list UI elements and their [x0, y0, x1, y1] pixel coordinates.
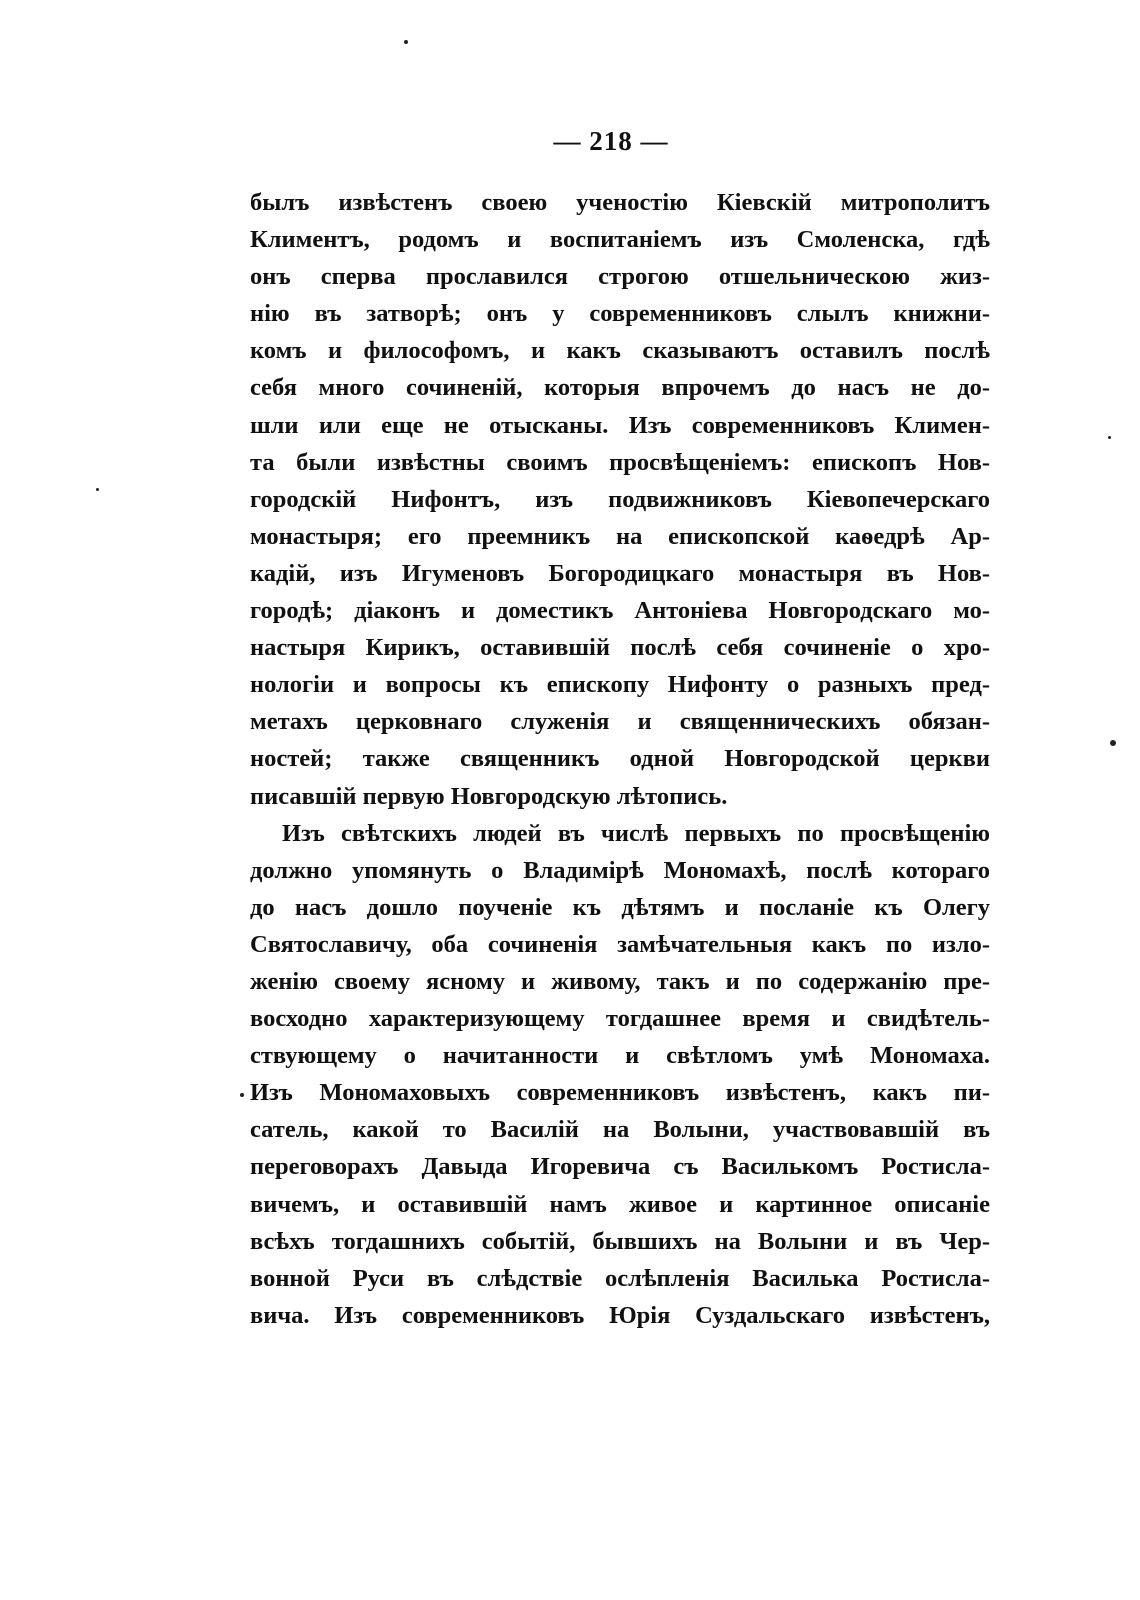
text-line: онъ сперва прославился строгою отшельническою жиз-: [250, 263, 990, 291]
text-line: Святославичу, оба сочиненія замѣчательныя какъ по изло-: [250, 930, 990, 958]
text-line: Изъ Мономаховыхъ современниковъ извѣстенъ, какъ пи-: [250, 1079, 990, 1107]
text-line: городѣ; діаконъ и доместикъ Антоніева Новгородскаго мо-: [250, 597, 990, 625]
text-line: нію въ затворѣ; онъ у современниковъ слылъ книжни-: [250, 300, 990, 328]
text-line: та были извѣстны своимъ просвѣщеніемъ: епископъ Нов-: [250, 448, 990, 476]
text-line: Изъ свѣтскихъ людей въ числѣ первыхъ по просвѣщенію: [282, 819, 990, 847]
text-line: всѣхъ тогдашнихъ событій, бывшихъ на Волыни и въ Чер-: [250, 1227, 990, 1255]
scan-speck: [404, 40, 408, 44]
text-line: себя много сочиненій, которыя впрочемъ до насъ не до-: [250, 374, 990, 402]
text-line: кадій, изъ Игуменовъ Богородицкаго монастыря въ Нов-: [250, 559, 990, 587]
text-line: Климентъ, родомъ и воспитаніемъ изъ Смоленска, гдѣ: [250, 226, 990, 254]
text-line: комъ и философомъ, и какъ сказываютъ оставилъ послѣ: [250, 337, 990, 365]
text-line: нологіи и вопросы къ епископу Нифонту о разныхъ пред-: [250, 671, 990, 699]
paragraph-1: [250, 184, 990, 815]
text-line: восходно характеризующему тогдашнее время и свидѣтель-: [250, 1005, 990, 1033]
page-number: — 218 —: [553, 126, 669, 156]
scan-speck: [1108, 436, 1111, 439]
text-line: шли или еще не отысканы. Изъ современниковъ Климен-: [250, 411, 990, 439]
text-line: должно упомянуть о Владимірѣ Мономахѣ, послѣ котораго: [250, 856, 990, 884]
text-line: до насъ дошло поученіе къ дѣтямъ и посланіе къ Олегу: [250, 893, 990, 921]
text-line: ностей; также священникъ одной Новгородской церкви: [250, 745, 990, 773]
text-line: былъ извѣстенъ своею ученостію Кіевскій митрополитъ: [250, 189, 990, 216]
scan-speck: [240, 1093, 244, 1097]
text-line: настыря Кирикъ, оставившій послѣ себя сочиненіе о хро-: [250, 634, 990, 662]
text-line: вонной Руси въ слѣдствіе ослѣпленія Василька Ростисла-: [250, 1264, 990, 1292]
text-line: городскій Нифонтъ, изъ подвижниковъ Кіевопечерскаго: [250, 485, 990, 513]
scan-speck: [1110, 740, 1116, 746]
text-line: вича. Изъ современниковъ Юрія Суздальскаго извѣстенъ,: [250, 1301, 990, 1329]
text-line: вичемъ, и оставившій намъ живое и картинное описаніе: [250, 1190, 990, 1218]
text-line: монастыря; его преемникъ на епископской каѳедрѣ Ар-: [250, 522, 990, 550]
body-text: [250, 184, 990, 1334]
text-line: сатель, какой то Василій на Волыни, участвовавшій въ: [250, 1116, 990, 1144]
paragraph-2: [250, 815, 990, 1334]
text-line: женію своему ясному и живому, такъ и по содержанію пре-: [250, 967, 990, 995]
text-line: ствующему о начитанности и свѣтломъ умѣ Мономаха.: [250, 1042, 990, 1070]
scan-speck: [96, 488, 99, 491]
text-line: писавшій первую Новгородскую лѣтопись.: [250, 782, 728, 810]
text-line: переговорахъ Давыда Игоревича съ Василькомъ Ростисла-: [250, 1153, 990, 1181]
text-line: метахъ церковнаго служенія и священническихъ обязан-: [250, 708, 990, 736]
